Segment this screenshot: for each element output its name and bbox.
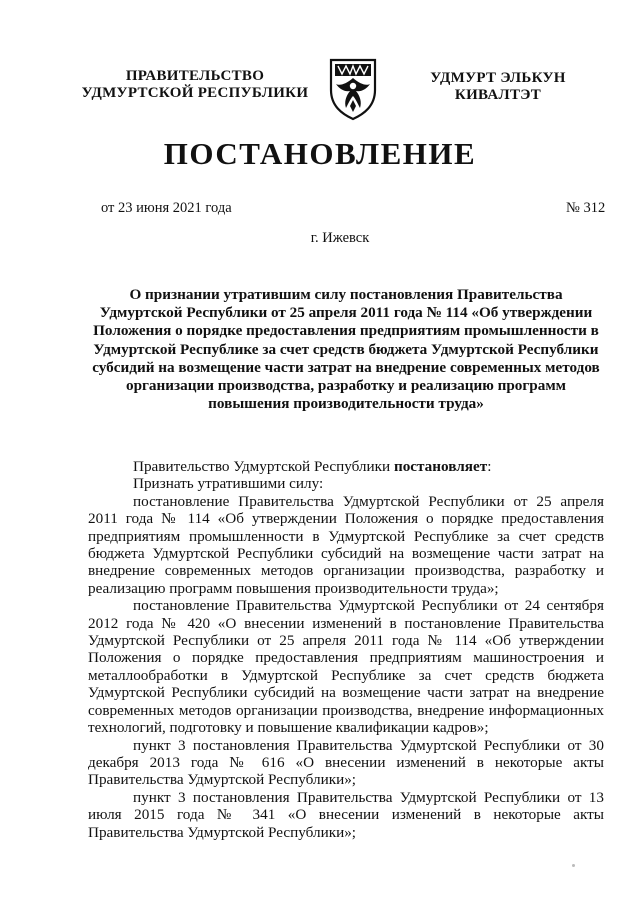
issuer-name-russian: ПРАВИТЕЛЬСТВО УДМУРТСКОЙ РЕСПУБЛИКИ	[81, 68, 309, 101]
document-subject: О признании утратившим силу постановления Правительства Удмуртской Республики от 25 апреля 2011 года № 114 «Об утверждении Положения о порядке предоставления предприятиям промышленности в Удмуртской Республике за счет средств бюджета Удмуртской Республики субсидий на возмещение части затрат на внедрение современных методов организации производства, разработку и реализацию программ повышения производительности труда»	[92, 286, 600, 413]
document-body	[88, 458, 604, 841]
document-city: г. Ижевск	[310, 230, 370, 246]
intro-text: Правительство Удмуртской Республики	[133, 458, 394, 475]
list-item: постановление Правительства Удмуртской Республики от 24 сентября 2012 года № 420 «О внесении изменений в постановление Правительства Удмуртской Республики от 25 апреля 2011 года № 114 «Об утверждении Положения о порядке предоставления предприятиям машиностроения и металлообработки в Удмуртской Республике за счет средств бюджета Удмуртской Республики субсидий на возмещение части затрат на внедрение современных методов организации производства, внедрение информационных технологий, подготовку и повышение квалификации кадров»;	[88, 597, 604, 737]
scan-speck	[572, 864, 575, 867]
document-number: № 312	[566, 200, 606, 216]
intro-bold-verb: постановляет	[393, 458, 488, 475]
issuer-name-udmurt: УДМУРТ ЭЛЬКУН КИВАЛТЭТ	[430, 70, 566, 103]
body-recognize-line: Признать утратившими силу:	[133, 475, 324, 493]
udmurt-coat-of-arms-icon	[326, 56, 380, 122]
list-item: постановление Правительства Удмуртской Республики от 25 апреля 2011 года № 114 «Об утверждении Положения о порядке предоставления предприятиям промышленности в Удмуртской Республике за счет средств бюджета Удмуртской Республики субсидий на возмещение части затрат на внедрение современных методов организации производства, разработку и реализацию программ повышения производительности труда»;	[88, 492, 604, 597]
body-intro	[88, 458, 604, 475]
list-item: пункт 3 постановления Правительства Удмуртской Республики от 30 декабря 2013 года № 616 «О внесении изменений в некоторые акты Правительства Удмуртской Республики»;	[88, 736, 604, 789]
document-type-title: ПОСТАНОВЛЕНИЕ	[163, 136, 477, 171]
document-date: от 23 июня 2021 года	[101, 200, 232, 216]
intro-end: :	[487, 458, 492, 475]
list-item: пункт 3 постановления Правительства Удмуртской Республики от 13 июля 2015 года № 341 «О внесении изменений в некоторые акты Правительства Удмуртской Республики»;	[88, 788, 604, 841]
